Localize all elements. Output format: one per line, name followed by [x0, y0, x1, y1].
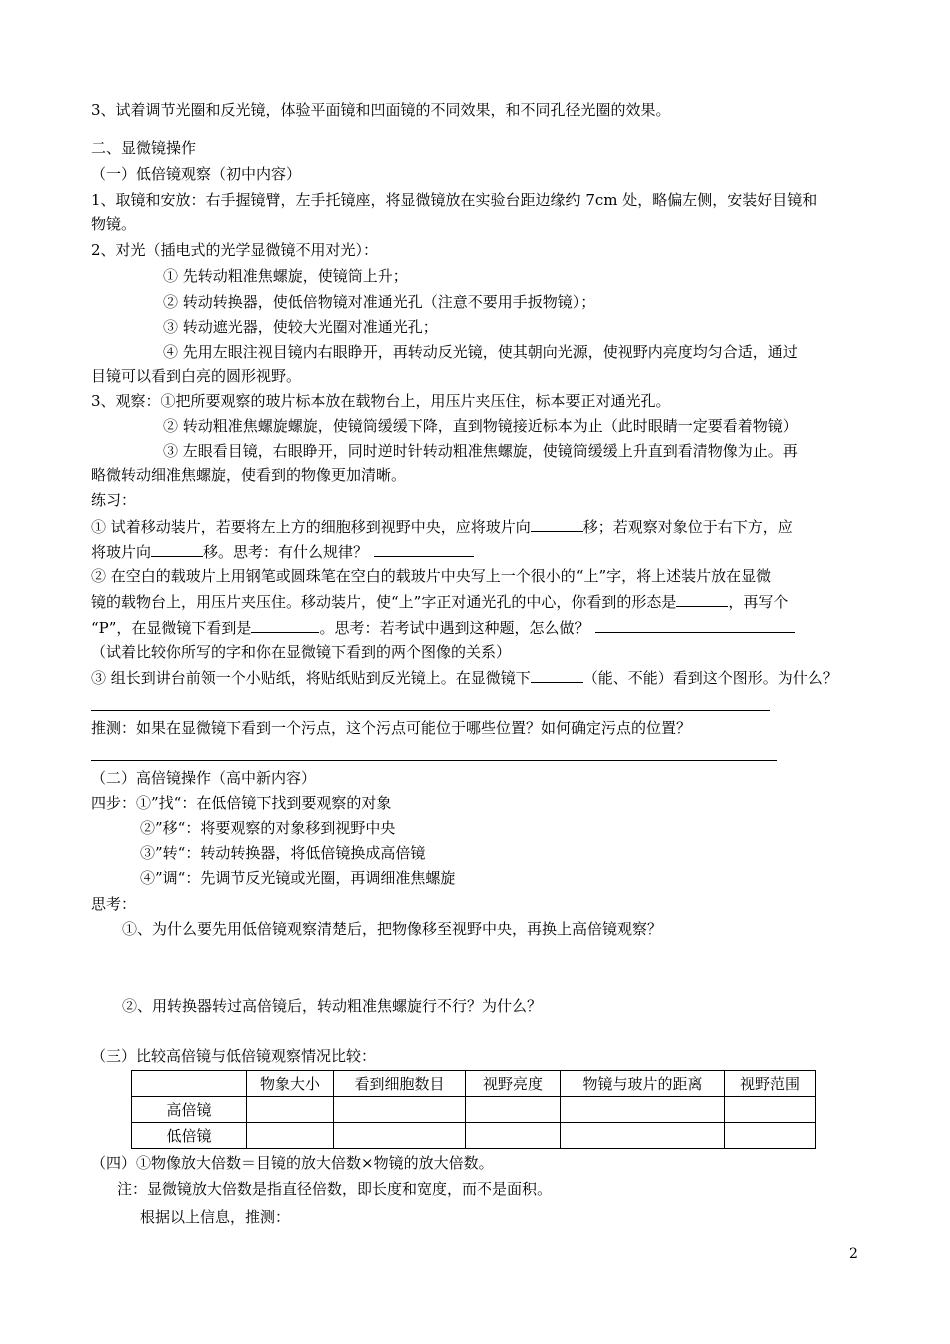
table-cell[interactable]: [725, 1123, 816, 1149]
text-line: 推测：如果在显微镜下看到一个污点，这个污点可能位于哪些位置？如何确定污点的位置？: [91, 719, 692, 737]
note-line: 注：显微镜放大倍数是指直径倍数，即长度和宽度，而不是面积。: [117, 1180, 553, 1198]
text-segment: 将玻片向: [91, 543, 152, 561]
table-header-cell: 看到细胞数目: [334, 1071, 466, 1097]
subsection-heading: （三）比较高倍镜与低倍镜观察情况比较：: [91, 1047, 377, 1065]
text-line: 思考：: [91, 895, 137, 913]
answer-blank[interactable]: [531, 667, 583, 683]
table-row: [132, 1097, 816, 1123]
exercise-heading: 练习：: [91, 491, 137, 509]
page-number: 2: [849, 1246, 858, 1262]
table-header-cell: 视野范围: [725, 1071, 816, 1097]
text-segment: （能、不能）看到这个图形。为什么？: [582, 669, 838, 687]
subsection-heading: （二）高倍镜操作（高中新内容）: [91, 769, 317, 787]
question-line: ①、为什么要先用低倍镜观察清楚后，把物像移至视野中央，再换上高倍镜观察？: [122, 920, 663, 938]
answer-blank[interactable]: [676, 591, 728, 607]
table-cell[interactable]: [334, 1123, 466, 1149]
answer-blank[interactable]: [595, 617, 795, 633]
text-line: 目镜可以看到白亮的圆形视野。: [91, 367, 302, 385]
text-line: （试着比较你所写的字和你在显微镜下看到的两个图像的关系）: [91, 643, 512, 661]
answer-blank[interactable]: [531, 516, 583, 532]
table-header-row: [132, 1071, 816, 1097]
text-line: 2、对光（插电式的光学显微镜不用对光）：: [91, 241, 379, 259]
exercise-line: [91, 667, 838, 688]
text-segment: “P”，在显微镜下看到是: [91, 619, 252, 637]
text-line: ③”转“：转动转换器，将低倍镜换成高倍镜: [140, 844, 426, 862]
table-cell[interactable]: [247, 1123, 334, 1149]
table-cell[interactable]: [466, 1097, 561, 1123]
text-line: 3、观察：①把所要观察的玻片标本放在载物台上，用压片夹压住，标本要正对通光孔。: [91, 392, 671, 410]
table-header-cell: [132, 1071, 247, 1097]
table-cell[interactable]: [561, 1123, 725, 1149]
row-label: 低倍镜: [132, 1123, 247, 1149]
table-header-cell: 物镜与玻片的距离: [561, 1071, 725, 1097]
text-line: ① 先转动粗准焦螺旋，使镜筒上升；: [163, 267, 408, 285]
exercise-line: [91, 516, 793, 537]
table-header-cell: 视野亮度: [466, 1071, 561, 1097]
table-row: [132, 1123, 816, 1149]
text-line: ④ 先用左眼注视目镜内右眼睁开，再转动反光镜，使其朝向光源，使视野内亮度均匀合适，通过: [163, 343, 798, 361]
exercise-line: [91, 591, 788, 612]
row-label: 高倍镜: [132, 1097, 247, 1123]
table-cell[interactable]: [466, 1123, 561, 1149]
answer-line[interactable]: [91, 760, 777, 761]
answer-blank[interactable]: [151, 541, 203, 557]
text-line: 四步：①”找“：在低倍镜下找到要观察的对象: [91, 794, 392, 812]
text-segment: 镜的载物台上，用压片夹压住。移动装片，使“上”字正对通光孔的中心，你看到的形态是: [91, 593, 677, 611]
text-line: ③ 转动遮光器，使较大光圈对准通光孔；: [163, 318, 438, 336]
answer-line[interactable]: [91, 710, 770, 711]
text-segment: ，再写个: [728, 593, 789, 611]
exercise-line: [91, 541, 474, 562]
text-line: 物镜。: [91, 215, 137, 233]
section-heading: 二、显微镜操作: [91, 139, 197, 157]
question-line: ②、用转换器转过高倍镜后，转动粗准焦螺旋行不行？为什么？: [122, 997, 543, 1015]
text-line: 略微转动细准焦螺旋，使看到的物像更加清晰。: [91, 466, 407, 484]
text-line: ② 转动转换器，使低倍物镜对准通光孔（注意不要用手扳物镜）；: [163, 293, 596, 311]
comparison-table: [131, 1070, 816, 1149]
exercise-line: ② 在空白的载玻片上用钢笔或圆珠笔在空白的载玻片中央写上一个很小的“上”字，将上述装片放在显微: [91, 567, 772, 585]
text-line: ② 转动粗准焦螺旋螺旋，使镜筒缓缓下降，直到物镜接近标本为止（此时眼睛一定要看着物镜）: [163, 417, 798, 435]
text-line: ②”移“：将要观察的对象移到视野中央: [140, 819, 396, 837]
table-cell[interactable]: [334, 1097, 466, 1123]
table-cell[interactable]: [247, 1097, 334, 1123]
text-line: 1、取镜和安放：右手握镜臂，左手托镜座，将显微镜放在实验台距边缘约 7cm 处，略偏左侧，安装好目镜和: [91, 191, 818, 209]
exercise-line: [91, 617, 795, 638]
answer-blank[interactable]: [374, 541, 474, 557]
text-segment: 移。思考：有什么规律？: [203, 543, 369, 561]
text-segment: 移；若观察对象位于右下方，应: [582, 518, 793, 536]
table-cell[interactable]: [725, 1097, 816, 1123]
subsection-heading: （一）低倍镜观察（初中内容）: [91, 165, 302, 183]
answer-blank[interactable]: [251, 617, 319, 633]
subsection-heading: （四）①物像放大倍数＝目镜的放大倍数×物镜的放大倍数。: [91, 1154, 494, 1172]
table-cell[interactable]: [561, 1097, 725, 1123]
text-segment: ① 试着移动装片，若要将左上方的细胞移到视野中央，应将玻片向: [91, 518, 531, 536]
text-segment: ③ 组长到讲台前领一个小贴纸，将贴纸贴到反光镜上。在显微镜下: [91, 669, 531, 687]
text-line: ③ 左眼看目镜，右眼睁开，同时逆时针转动粗准焦螺旋，使镜筒缓缓上升直到看清物像为止。再: [163, 442, 798, 460]
text-line: ④”调“：先调节反光镜或光圈，再调细准焦螺旋: [140, 869, 456, 887]
text-line: 根据以上信息，推测：: [140, 1208, 291, 1226]
text-line: 3、试着调节光圈和反光镜，体验平面镜和凹面镜的不同效果，和不同孔径光圈的效果。: [91, 101, 671, 119]
text-segment: 。思考：若考试中遇到这种题，怎么做？: [319, 619, 590, 637]
table-header-cell: 物象大小: [247, 1071, 334, 1097]
